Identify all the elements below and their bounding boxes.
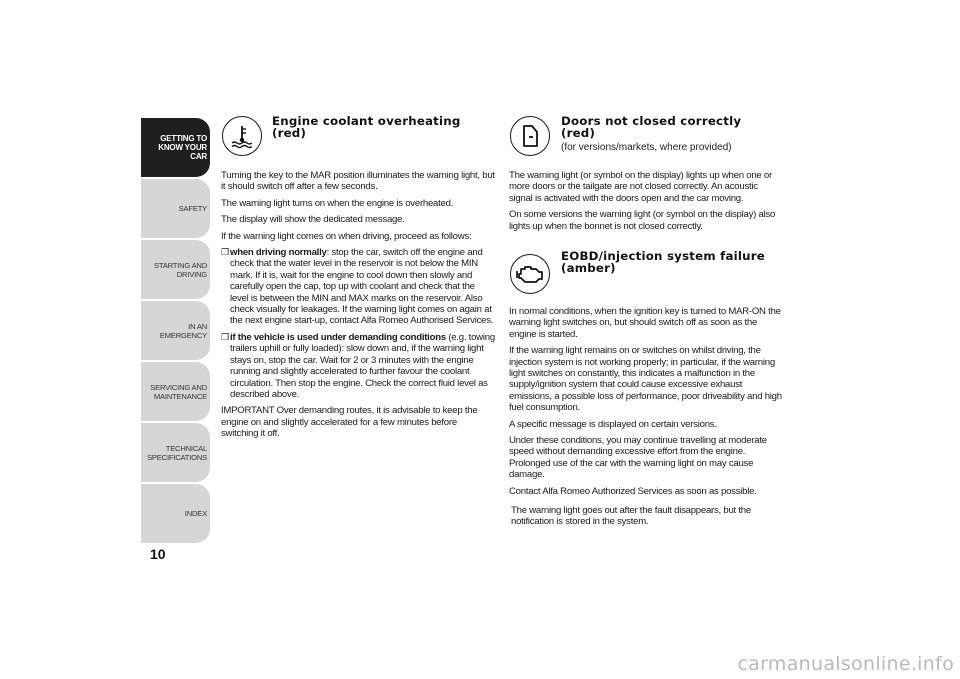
- tab-label: DRIVING: [176, 269, 207, 279]
- tab-label: KNOW YOUR CAR: [158, 143, 207, 161]
- paragraph: Under these conditions, you may continue travelling at moderate speed without demanding excessive effort from the engine. Prolonged use of the car with the warning light on may cause damage.: [509, 435, 767, 481]
- important-note: IMPORTANT Over demanding routes, it is advisable to keep the engine on and slightly accelerated for a few minutes before switching it off.: [221, 405, 478, 440]
- doors-heading: Doors not closed correctly (red): [561, 114, 742, 140]
- coolant-temperature-icon: [222, 116, 262, 156]
- checkbox-bullet-icon: ❒: [221, 247, 229, 258]
- tab-servicing-and-maintenance[interactable]: [141, 362, 210, 421]
- paragraph: Contact Alfa Romeo Authorized Services as soon as possible.: [509, 485, 757, 497]
- coolant-heading: Engine coolant overheating (red): [272, 114, 461, 140]
- tab-label: SPECIFICATIONS: [147, 452, 207, 462]
- paragraph: The display will show the dedicated message.: [221, 214, 405, 226]
- tab-safety[interactable]: [141, 179, 210, 238]
- paragraph: The warning light (or symbol on the display) lights up when one or more doors or the tailgate are not closed correctly. An acoustic signal is activated with the doors open and the car moving.: [509, 170, 772, 204]
- tab-label: IN AN EMERGENCY: [159, 321, 207, 340]
- list-item: ❒ when driving normally: stop the car, switch off the engine and check that the water level in the reservoir is not below the MIN mark. If it is, wait for the engine to cool down then slowly and carefully open the cap, top up with coolant and check that the level is between the MIN and MAX marks on the reservoir. Also check visually for leakages. If the warning light comes on again at the next engine start-up, contact Alfa Romeo Authorised Services.: [221, 247, 494, 327]
- tab-label: STARTING AND: [153, 260, 207, 270]
- eobd-note: The warning light goes out after the fault disappears, but the notification is stored in the system.: [511, 505, 751, 528]
- paragraph: On some versions the warning light (or symbol on the display) also lights up when the bonnet is not closed correctly.: [509, 209, 776, 232]
- paragraph: If the warning light remains on or switches on whilst driving, the injection system is not working properly; in particular, if the warning light switches on constantly, this indicates a malfunction in the supply/ignition system that could cause excessive exhaust emissions, a possible loss of performance, poor driveability and high fuel consumption.: [509, 345, 782, 414]
- eobd-body: [509, 306, 783, 502]
- paragraph: The warning light turns on when the engine is overheated.: [221, 197, 454, 209]
- eobd-heading: EOBD/injection system failure (amber): [561, 249, 765, 275]
- coolant-body: [221, 170, 495, 445]
- tab-technical-specifications[interactable]: [141, 423, 210, 482]
- tab-label: TECHNICAL: [165, 443, 207, 453]
- paragraph: In normal conditions, when the ignition key is turned to MAR-ON the warning light switches on, but should switch off as soon as the engine is started.: [509, 306, 781, 340]
- tab-label: MAINTENANCE: [153, 391, 207, 401]
- tab-in-an-emergency[interactable]: [141, 301, 210, 360]
- tab-label: INDEX: [184, 509, 207, 518]
- tab-getting-to-know-your-car[interactable]: [141, 118, 210, 177]
- engine-check-icon: [510, 254, 550, 294]
- doors-availability-note: (for versions/markets, where provided): [561, 142, 732, 153]
- paragraph: A specific message is displayed on certain versions.: [509, 418, 717, 430]
- doors-body: [509, 170, 783, 237]
- checkbox-bullet-icon: ❒: [221, 331, 229, 342]
- list-item: ❒ if the vehicle is used under demanding conditions (e.g. towing trailers uphill or fully loaded): slow down and, if the warning light stays on, stop the car. Wait for 2 or 3 minutes with the engine running and slightly accelerated to further favour the coolant circulation. Then stop the engine. Check the correct fluid level as described above.: [221, 331, 495, 400]
- tab-label: SERVICING AND: [150, 382, 207, 392]
- watermark: carmanualsonline.info: [737, 653, 954, 675]
- page-number: 10: [150, 546, 166, 562]
- tab-starting-and-driving[interactable]: [141, 240, 210, 299]
- tab-label: SAFETY: [178, 204, 207, 213]
- paragraph: Turning the key to the MAR position illuminates the warning light, but it should switch off after a few seconds.: [221, 170, 495, 193]
- paragraph: If the warning light comes on when driving, proceed as follows:: [221, 230, 472, 242]
- tab-label: GETTING TO: [160, 134, 207, 143]
- tab-index[interactable]: [141, 484, 210, 543]
- door-open-icon: [510, 116, 550, 156]
